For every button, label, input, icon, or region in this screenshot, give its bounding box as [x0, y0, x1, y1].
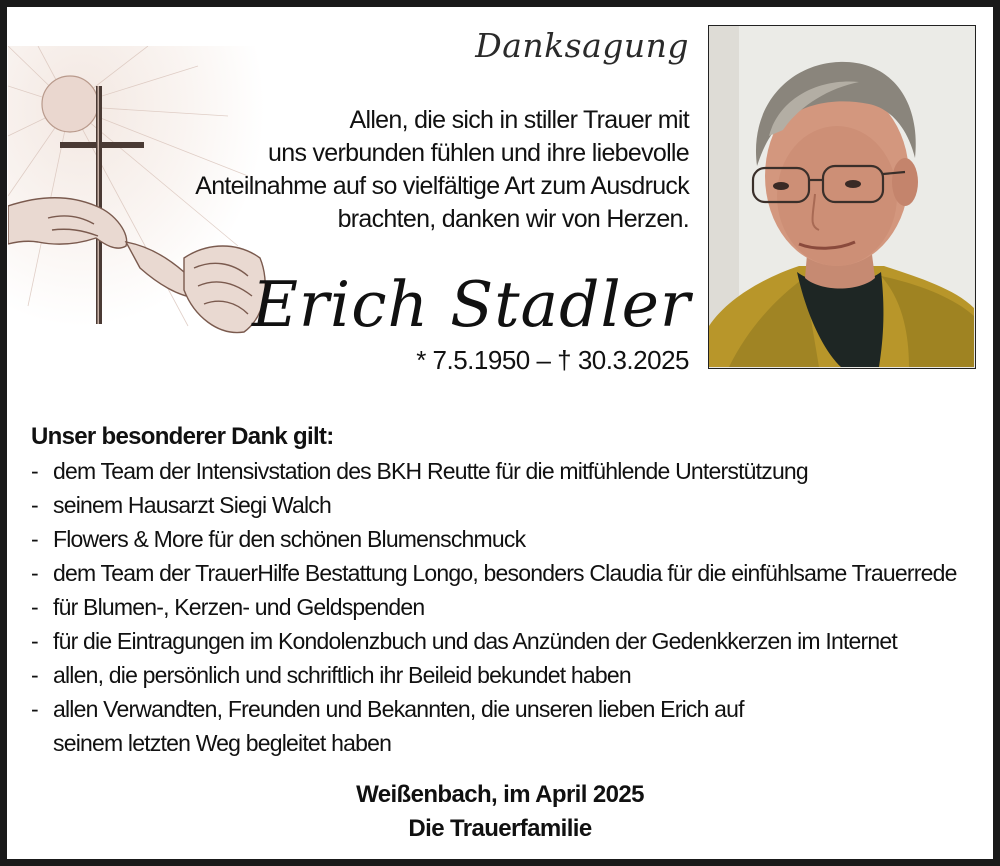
thanks-title: Unser besonderer Dank gilt: — [31, 423, 334, 450]
thanks-section — [31, 420, 971, 760]
list-item: - Flowers & More für den schönen Blumenschmuck — [31, 522, 971, 556]
life-dates: * 7.5.1950 – † 30.3.2025 — [416, 345, 689, 375]
intro-line: Anteilnahme auf so vielfältige Art zum Ausdruck — [195, 172, 689, 200]
thanks-list — [31, 454, 971, 760]
deceased-name: Erich Stadler — [251, 268, 691, 341]
list-item: - allen Verwandten, Freunden und Bekannten, die unseren lieben Erich auf seinem letzten Weg begleitet haben — [31, 692, 971, 760]
portrait-photo — [708, 25, 976, 369]
intro-line: brachten, danken wir von Herzen. — [337, 205, 689, 233]
list-item: - für die Eintragungen im Kondolenzbuch und das Anzünden der Gedenkkerzen im Internet — [31, 624, 971, 658]
sun-icon — [42, 76, 98, 132]
family-signature: Die Trauerfamilie — [408, 815, 592, 842]
place-date: Weißenbach, im April 2025 — [356, 781, 644, 808]
intro-line: Allen, die sich in stiller Trauer mit — [349, 106, 689, 134]
intro-text — [169, 104, 689, 236]
intro-line: uns verbunden fühlen und ihre liebevolle — [268, 139, 689, 167]
list-item: - allen, die persönlich und schriftlich ihr Beileid bekundet haben — [31, 658, 971, 692]
list-item: - dem Team der TrauerHilfe Bestattung Longo, besonders Claudia für die einfühlsame Trauerrede — [31, 556, 971, 590]
list-item: - für Blumen-, Kerzen- und Geldspenden — [31, 590, 971, 624]
list-item: - seinem Hausarzt Siegi Walch — [31, 488, 971, 522]
list-item: - dem Team der Intensivstation des BKH Reutte für die mitfühlende Unterstützung — [31, 454, 971, 488]
heading-danksagung: Danksagung — [475, 26, 689, 65]
